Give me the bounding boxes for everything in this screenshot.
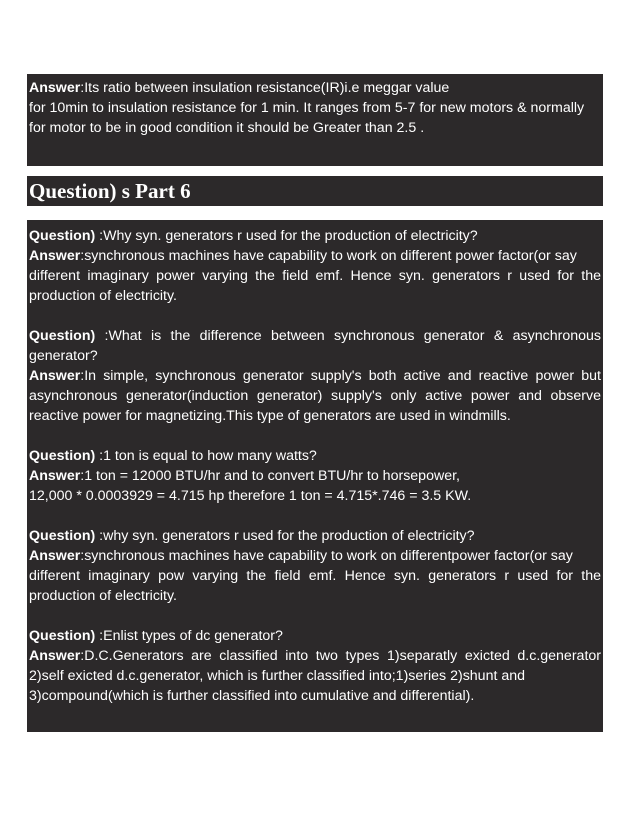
- question-line: Question) :What is the difference between synchronous generator & asynchronous: [29, 328, 601, 344]
- question-line: Question) :why syn. generators r used for the production of electricity?: [29, 528, 475, 544]
- question-label: Question): [29, 448, 96, 464]
- answer-line: different imaginary power varying the field emf. Hence syn. generators r used for the: [29, 268, 601, 284]
- question-line: generator?: [29, 348, 98, 364]
- answer-line: reactive power for magnetizing.This type of generators are used in windmills.: [29, 408, 511, 424]
- question-label: Question): [29, 228, 96, 244]
- question-label: Question): [29, 628, 96, 644]
- answer-label: Answer: [29, 648, 81, 664]
- answer-line: Answer:D.C.Generators are classified into two types 1)separatly exicted d.c.generator: [29, 648, 601, 664]
- answer-label: Answer: [29, 80, 81, 96]
- answer-line: Answer:Its ratio between insulation resistance(IR)i.e meggar value: [29, 80, 450, 96]
- answer-line: Answer:synchronous machines have capability to work on different power factor(or say: [29, 248, 577, 264]
- question-label: Question): [29, 328, 96, 344]
- answer-line: production of electricity.: [29, 588, 177, 604]
- answer-line: 12,000 * 0.0003929 = 4.715 hp therefore 1 ton = 4.715*.746 = 3.5 KW.: [29, 488, 472, 504]
- answer-line: different imaginary pow varying the field emf. Hence syn. generators r used for the: [29, 568, 601, 584]
- question-line: Question) :Why syn. generators r used for the production of electricity?: [29, 228, 478, 244]
- answer-label: Answer: [29, 368, 81, 384]
- answer-line: for 10min to insulation resistance for 1 min. It ranges from 5-7 for new motors & normally: [29, 100, 585, 116]
- question-label: Question): [29, 528, 96, 544]
- answer-line: Answer:1 ton = 12000 BTU/hr and to convert BTU/hr to horsepower,: [29, 468, 460, 484]
- section-heading-bar: [27, 176, 603, 206]
- question-line: Question) :Enlist types of dc generator?: [29, 628, 283, 644]
- answer-block-continued: [27, 74, 603, 166]
- answer-line: Answer:synchronous machines have capability to work on differentpower factor(or say: [29, 548, 573, 564]
- answer-label: Answer: [29, 248, 81, 264]
- answer-line: 2)self exicted d.c.generator, which is further classified into;1)series 2)shunt and: [29, 668, 526, 684]
- answer-line: production of electricity.: [29, 288, 177, 304]
- answer-label: Answer: [29, 548, 81, 564]
- answer-line: 3)compound(which is further classified into cumulative and differential).: [29, 688, 475, 704]
- answer-line: for motor to be in good condition it should be Greater than 2.5 .: [29, 120, 425, 136]
- answer-line: Answer:In simple, synchronous generator supply's both active and reactive power but: [29, 368, 601, 384]
- section-heading: Question) s Part 6: [29, 179, 191, 203]
- question-line: Question) :1 ton is equal to how many watts?: [29, 448, 317, 464]
- answer-label: Answer: [29, 468, 81, 484]
- qa-block: [27, 220, 603, 732]
- answer-line: asynchronous generator(induction generator) supply's only active power and observe: [29, 388, 601, 404]
